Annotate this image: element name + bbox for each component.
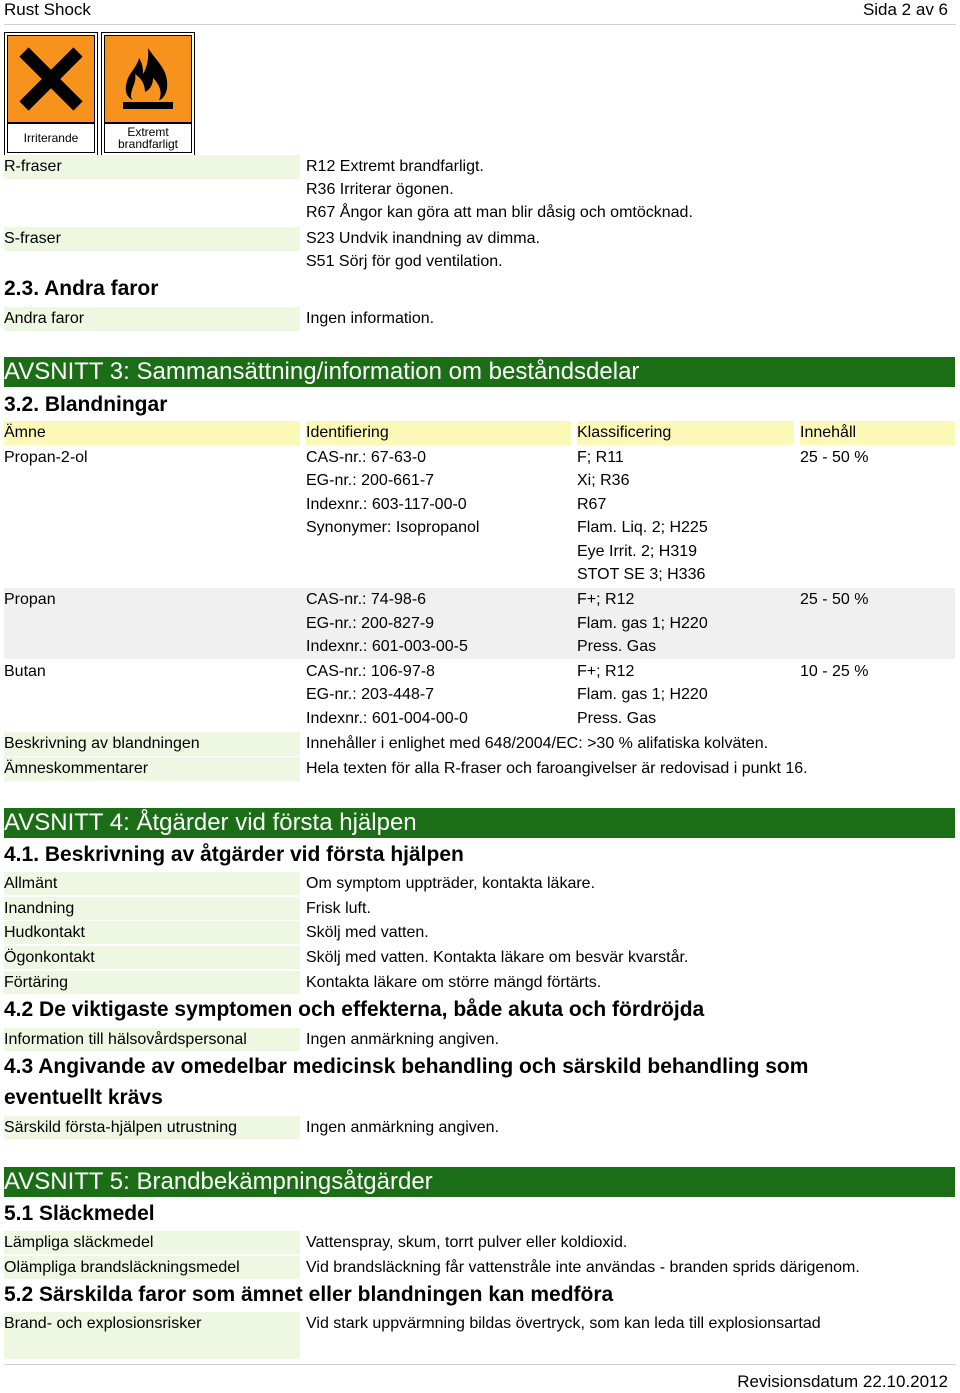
section-2-3-heading: 2.3. Andra faror: [4, 277, 159, 300]
suitable-extinguishing-value: Vattenspray, skum, torrt pulver eller koldioxid.: [306, 1234, 628, 1251]
section-5-2-heading: 5.2 Särskilda faror som ämnet eller blandningen kan medföra: [4, 1283, 614, 1306]
unsuitable-extinguishing-value: Vid brandsläckning får vattenstråle inte användas - branden sprids därigenom.: [306, 1259, 860, 1276]
section-5-title: AVSNITT 5: Brandbekämpningsåtgärder: [4, 1168, 433, 1195]
r-phrase-line: R12 Extremt brandfarligt.: [306, 158, 484, 175]
first-aid-eye-value: Skölj med vatten. Kontakta läkare om besvär kvarstår.: [306, 949, 689, 966]
section-3-title: AVSNITT 3: Sammansättning/information om beståndsdelar: [4, 358, 640, 385]
col-header-identification: Identifiering: [306, 421, 571, 445]
first-aid-general-value: Om symptom uppträder, kontakta läkare.: [306, 875, 596, 892]
mixture-description-value: Innehåller i enlighet med 648/2004/EC: >30 % alifatiska kolväten.: [306, 735, 769, 752]
classification-line: Press. Gas: [577, 638, 657, 655]
revision-date: Revisionsdatum 22.10.2012: [737, 1372, 948, 1391]
content-range: 25 - 50 %: [800, 449, 869, 466]
col-header-content: Innehåll: [800, 421, 955, 445]
substance-comments-label: Ämneskommentarer: [4, 760, 149, 777]
section-4-1-heading: 4.1. Beskrivning av åtgärder vid första hjälpen: [4, 843, 464, 866]
section-4-2-heading: 4.2 De viktigaste symptomen och effekterna, både akuta och fördröjda: [4, 998, 705, 1021]
identification-line: EG-nr.: 200-827-9: [306, 615, 435, 632]
first-aid-equipment-label: Särskild första-hjälpen utrustning: [4, 1119, 238, 1136]
r-phrase-line: R67 Ångor kan göra att man blir dåsig och omtöcknad.: [306, 204, 693, 221]
classification-line: Flam. gas 1; H220: [577, 615, 708, 632]
col-header-classification: Klassificering: [577, 421, 794, 445]
s-phrase-line: S51 Sörj för god ventilation.: [306, 253, 503, 270]
fire-explosion-risk-label: Brand- och explosionsrisker: [4, 1315, 202, 1332]
pictogram-flammable: [101, 32, 195, 156]
other-hazards-value: Ingen information.: [306, 310, 435, 327]
col-header-substance: Ämne: [4, 421, 300, 445]
identification-line: Indexnr.: 603-117-00-0: [306, 496, 467, 513]
s-phrase-line: S23 Undvik inandning av dimma.: [306, 230, 540, 247]
identification-line: Indexnr.: 601-004-00-0: [306, 710, 468, 727]
first-aid-inhalation-value: Frisk luft.: [306, 900, 371, 917]
classification-line: Flam. Liq. 2; H225: [577, 519, 708, 536]
first-aid-skin-label: Hudkontakt: [4, 924, 85, 941]
first-aid-skin-value: Skölj med vatten.: [306, 924, 429, 941]
first-aid-ingestion-value: Kontakta läkare om större mängd förtärts.: [306, 974, 602, 991]
classification-line: F+; R12: [577, 591, 635, 608]
fire-explosion-risk-value: Vid stark uppvärmning bildas övertryck, som kan leda till explosionsartad: [306, 1315, 821, 1332]
other-hazards-label: Andra faror: [4, 310, 85, 327]
pictogram-label: Extremt brandfarligt: [104, 123, 192, 153]
section-4-3-heading-cont: eventuellt krävs: [4, 1086, 163, 1109]
first-aid-inhalation-label: Inandning: [4, 900, 75, 917]
header-divider: [4, 24, 956, 25]
content-range: 10 - 25 %: [800, 663, 869, 680]
substance-name: Propan: [4, 591, 56, 608]
mixture-description-label: Beskrivning av blandningen: [4, 735, 200, 752]
classification-line: Press. Gas: [577, 710, 657, 727]
section-3-bar: [4, 357, 955, 387]
section-4-title: AVSNITT 4: Åtgärder vid första hjälpen: [4, 809, 417, 836]
unsuitable-extinguishing-label: Olämpliga brandsläckningsmedel: [4, 1259, 240, 1276]
r-phrase-line: R36 Irriterar ögonen.: [306, 181, 454, 198]
s-phrases-label: S-fraser: [4, 230, 61, 247]
flame-icon: [113, 44, 183, 114]
identification-line: EG-nr.: 200-661-7: [306, 472, 435, 489]
substance-name: Butan: [4, 663, 46, 680]
identification-line: Indexnr.: 601-003-00-5: [306, 638, 468, 655]
pictogram-label: Irriterande: [7, 123, 95, 153]
section-4-3-heading: 4.3 Angivande av omedelbar medicinsk behandling och särskild behandling som: [4, 1055, 809, 1078]
health-personnel-info-label: Information till hälsovårdspersonal: [4, 1031, 247, 1048]
first-aid-equipment-value: Ingen anmärkning angiven.: [306, 1119, 500, 1136]
document-title: Rust Shock: [4, 0, 91, 19]
section-4-bar: [4, 808, 955, 838]
irritant-x-icon: [16, 44, 86, 114]
first-aid-ingestion-label: Förtäring: [4, 974, 69, 991]
content-range: 25 - 50 %: [800, 591, 869, 608]
classification-line: Eye Irrit. 2; H319: [577, 543, 698, 560]
identification-line: CAS-nr.: 74-98-6: [306, 591, 427, 608]
r-phrases-label: R-fraser: [4, 158, 62, 175]
health-personnel-info-value: Ingen anmärkning angiven.: [306, 1031, 500, 1048]
section-3-2-heading: 3.2. Blandningar: [4, 393, 168, 416]
footer-divider: [4, 1364, 956, 1365]
page-number: Sida 2 av 6: [862, 0, 948, 19]
substance-comments-value: Hela texten för alla R-fraser och faroangivelser är redovisad i punkt 16.: [306, 760, 808, 777]
classification-line: F+; R12: [577, 663, 635, 680]
classification-line: F; R11: [577, 449, 624, 466]
section-5-1-heading: 5.1 Släckmedel: [4, 1202, 155, 1225]
first-aid-general-label: Allmänt: [4, 875, 58, 892]
classification-line: Xi; R36: [577, 472, 630, 489]
identification-line: CAS-nr.: 67-63-0: [306, 449, 427, 466]
classification-line: Flam. gas 1; H220: [577, 686, 708, 703]
classification-line: STOT SE 3; H336: [577, 566, 706, 583]
pictogram-irritant: [4, 32, 98, 156]
identification-line: Synonymer: Isopropanol: [306, 519, 480, 536]
identification-line: EG-nr.: 203-448-7: [306, 686, 435, 703]
identification-line: CAS-nr.: 106-97-8: [306, 663, 435, 680]
suitable-extinguishing-label: Lämpliga släckmedel: [4, 1234, 154, 1251]
substance-name: Propan-2-ol: [4, 449, 88, 466]
section-5-bar: [4, 1167, 955, 1197]
first-aid-eye-label: Ögonkontakt: [4, 949, 95, 966]
classification-line: R67: [577, 496, 607, 513]
